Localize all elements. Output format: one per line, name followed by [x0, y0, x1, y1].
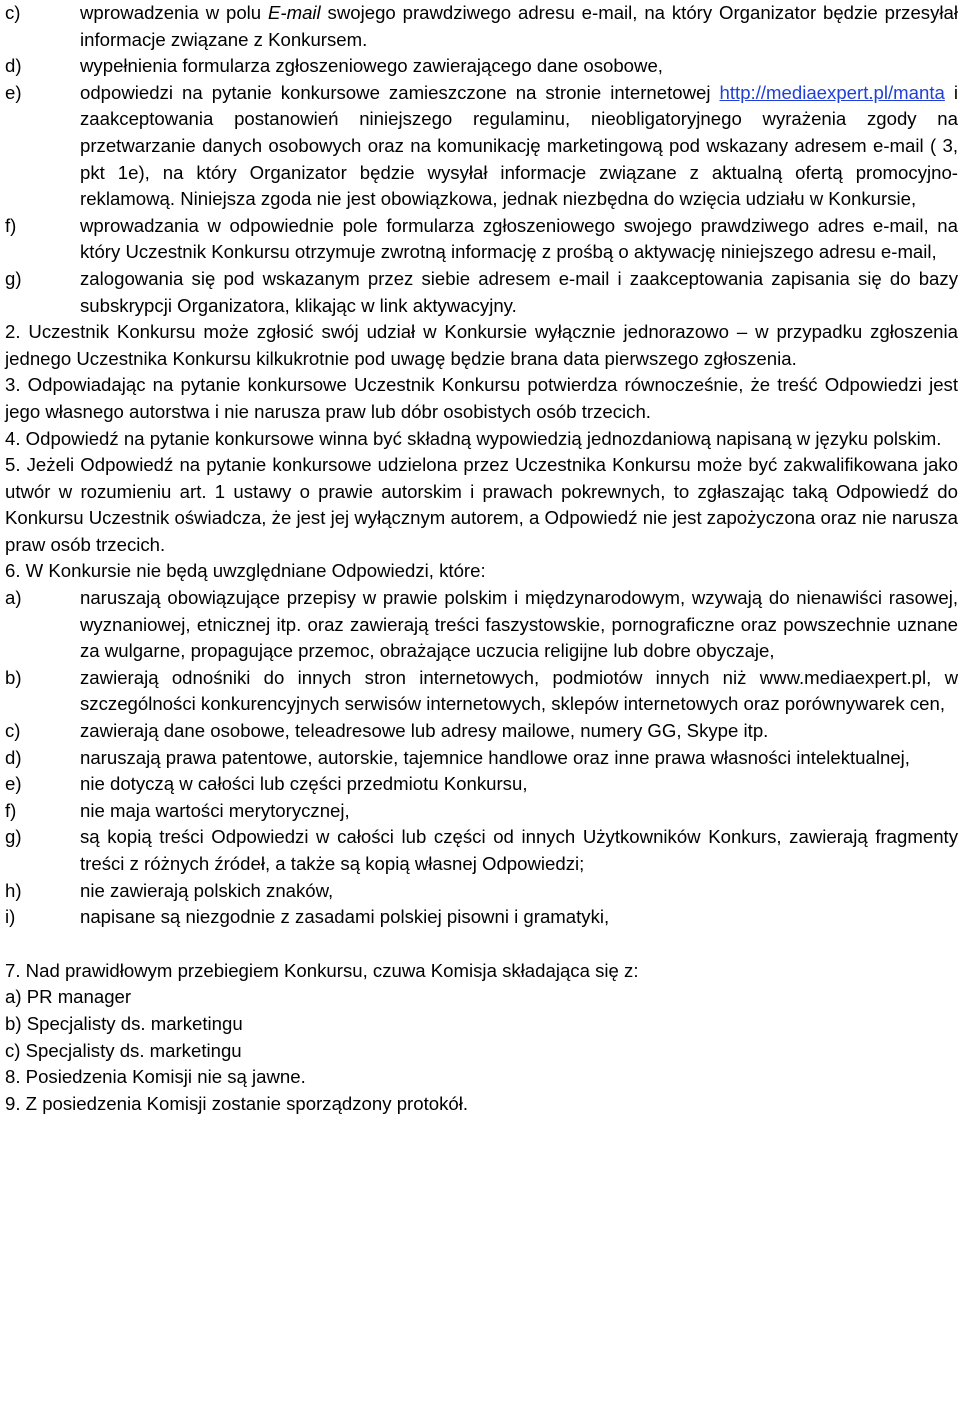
item-text: są kopią treści Odpowiedzi w całości lub części od innych Użytkowników Konkurs, zawierają fragmenty treści z różnych źródeł, a także są kopią własnej Odpowiedzi; — [80, 826, 958, 874]
item-label: e) — [5, 81, 22, 103]
list-item — [0, 80, 960, 213]
list-item — [0, 0, 960, 53]
commission-member: a) PR manager — [5, 986, 132, 1008]
paragraph-3: 3. Odpowiadając na pytanie konkursowe Uczestnik Konkursu potwierdza równocześnie, że treść Odpowiedzi jest jego własnego autorstwa i nie narusza praw lub dóbr osobistych osób trzecich. — [5, 374, 958, 422]
item-label: g) — [5, 826, 22, 848]
paragraph-2: 2. Uczestnik Konkursu może zgłosić swój udział w Konkursie wyłącznie jednorazowo – w przypadku zgłoszenia jednego Uczestnika Konkursu kilkukrotnie pod uwagę będzie brana data pierwszego zgłoszenia. — [5, 321, 958, 369]
item-text: nie dotyczą w całości lub części przedmiotu Konkursu, — [80, 773, 528, 795]
list-item — [0, 878, 960, 905]
item-text: odpowiedzi na pytanie konkursowe zamieszczone na stronie internetowej http://mediaexpert.pl/manta i zaakceptowania postanowień niniejszego regulaminu, nieobligatoryjnego wyrażenia zgody na przetwarzanie danych osobowych oraz na komunikację marketingową pod wskazany adresem e-mail ( 3, pkt 1e), na który Organizator będzie wysyłał informacje związane z aktualną ofertą promocyjno-reklamową. Niniejsza zgoda nie jest obowiązkowa, jednak niezbędna do wzięcia udziału w Konkursie, — [80, 81, 958, 210]
item-text: zalogowania się pod wskazanym przez siebie adresem e-mail i zaakceptowania zapisania się do bazy subskrypcji Organizatora, klikając w link aktywacyjny. — [80, 267, 958, 316]
item-text: zawierają dane osobowe, teleadresowe lub adresy mailowe, numery GG, Skype itp. — [80, 720, 769, 742]
paragraph-7: 7. Nad prawidłowym przebiegiem Konkursu, czuwa Komisja składająca się z: — [5, 959, 639, 981]
item-label: d) — [5, 55, 22, 77]
list-item — [0, 824, 960, 877]
paragraph-6: 6. W Konkursie nie będą uwzględniane Odpowiedzi, które: — [5, 560, 486, 582]
commission-member: b) Specjalisty ds. marketingu — [5, 1012, 243, 1034]
item-label: f) — [5, 214, 17, 236]
list-item — [0, 771, 960, 798]
email-term: E-mail — [268, 2, 321, 23]
item-label: g) — [5, 267, 22, 289]
item-text: nie maja wartości merytorycznej, — [80, 799, 350, 821]
item-text: naruszają prawa patentowe, autorskie, tajemnice handlowe oraz inne prawa własności intelektualnej, — [80, 746, 910, 768]
item-label: f) — [5, 799, 17, 821]
list-item — [0, 798, 960, 825]
list-item — [0, 718, 960, 745]
list-item — [0, 266, 960, 319]
paragraph-5: 5. Jeżeli Odpowiedź na pytanie konkursowe udzielona przez Uczestnika Konkursu może być zakwalifikowana jako utwór w rozumieniu art. 1 ustawy o prawie autorskim i prawach pokrewnych, to zgłaszając taką Odpowiedź do Konkursu Uczestnik oświadcza, że jest jej wyłącznym autorem, a Odpowiedź nie jest zapożyczona oraz nie narusza praw osób trzecich. — [5, 454, 958, 555]
item-label: c) — [5, 2, 21, 23]
contest-page-link[interactable]: http://mediaexpert.pl/manta — [719, 81, 945, 103]
item-text: wypełnienia formularza zgłoszeniowego zawierającego dane osobowe, — [80, 55, 663, 77]
item-text: naruszają obowiązujące przepisy w prawie polskim i międzynarodowym, wzywają do nienawiści rasowej, wyznaniowej, etnicznej itp. oraz zawierają treści faszystowskie, pornograficzne oraz powszechnie uznane za wulgarne, propagujące przemoc, obrażające uczucia religijne lub dobre obyczaje, — [80, 587, 958, 662]
list-item — [0, 213, 960, 266]
item-label: c) — [5, 720, 21, 742]
list-item — [0, 585, 960, 665]
item-label: d) — [5, 746, 22, 768]
item-label: i) — [5, 906, 16, 928]
item-text: zawierają odnośniki do innych stron internetowych, podmiotów innych niż www.mediaexpert.pl, w szczególności konkurencyjnych serwisów internetowych, sklepów internetowych oraz porównywarek cen, — [80, 666, 958, 715]
item-label: b) — [5, 666, 22, 688]
item-label: e) — [5, 773, 22, 795]
paragraph-9: 9. Z posiedzenia Komisji zostanie sporządzony protokół. — [5, 1092, 469, 1114]
item-text: wprowadzenia w polu E-mail swojego prawdziwego adresu e-mail, na który Organizator będzie przesyłał informacje związane z Konkursem. — [80, 2, 958, 50]
item-label: a) — [5, 587, 22, 609]
item-label: h) — [5, 879, 22, 901]
paragraph-4: 4. Odpowiedź na pytanie konkursowe winna być składną wypowiedzią jednozdaniową napisaną w języku polskim. — [5, 427, 942, 449]
blank-line — [0, 931, 960, 958]
paragraph-8: 8. Posiedzenia Komisji nie są jawne. — [5, 1066, 306, 1088]
item-text: wprowadzania w odpowiednie pole formularza zgłoszeniowego swojego prawdziwego adres e-mail, na który Uczestnik Konkursu otrzymuje zwrotną informację z prośbą o aktywację niniejszego adresu e-mail, — [80, 214, 958, 263]
commission-member: c) Specjalisty ds. marketingu — [5, 1039, 242, 1061]
item-text: napisane są niezgodnie z zasadami polskiej pisowni i gramatyki, — [80, 906, 610, 928]
list-item — [0, 904, 960, 931]
list-item — [0, 745, 960, 772]
list-item — [0, 53, 960, 80]
item-text: nie zawierają polskich znaków, — [80, 879, 334, 901]
list-item — [0, 665, 960, 718]
